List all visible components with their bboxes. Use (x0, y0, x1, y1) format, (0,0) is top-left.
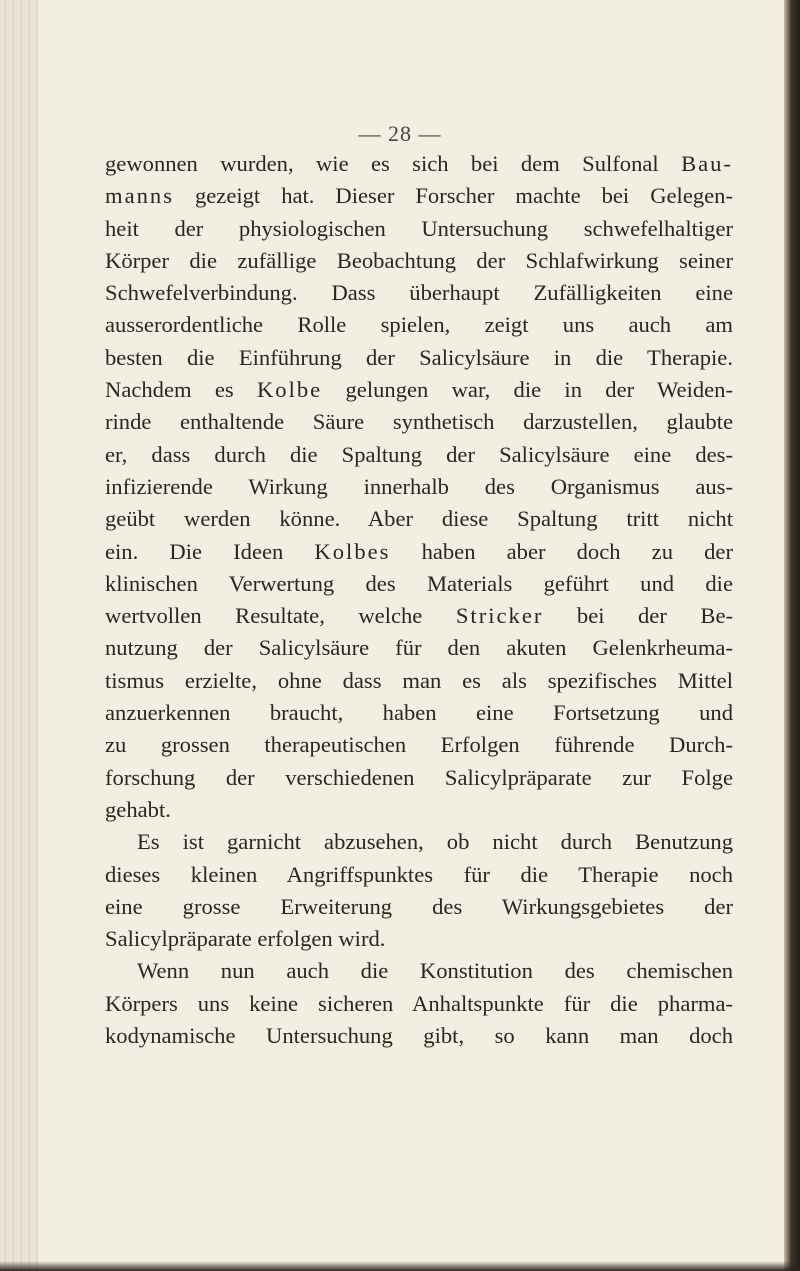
text-run: tismus erzielte, ohne dass man es als spezifisches Mittel (105, 667, 733, 693)
text-run: geübt werden könne. Aber diese Spaltung tritt nicht (105, 506, 733, 532)
text-line (105, 148, 733, 180)
page-bottom-shadow (0, 1261, 800, 1271)
text-run: kodynamische Untersuchung gibt, so kann man doch (105, 1023, 733, 1049)
spaced-name: Kolbe (256, 377, 323, 403)
text-line (105, 439, 733, 471)
text-line (105, 762, 733, 794)
text-run: ausserordentliche Rolle spielen, zeigt uns auch am (105, 312, 733, 338)
text-line (105, 988, 733, 1020)
text-run: gezeigt hat. Dieser Forscher machte bei Gelegen- (174, 183, 733, 209)
text-line (105, 213, 733, 245)
text-run: forschung der verschiedenen Salicylpräparate zur Folge (105, 764, 733, 790)
text-run: Wenn nun auch die Konstitution des chemischen (137, 958, 733, 984)
text-line (105, 729, 733, 761)
text-line (105, 697, 733, 729)
text-run: klinischen Verwertung des Materials geführt und die (105, 570, 733, 596)
text-run: Es ist garnicht abzusehen, ob nicht durch Benutzung (137, 829, 733, 855)
text-run: heit der physiologischen Untersuchung schwefelhaltiger (105, 215, 733, 241)
text-run: gewonnen wurden, wie es sich bei dem Sulfonal (105, 151, 682, 176)
text-line (105, 600, 733, 632)
text-run: anzuerkennen braucht, haben eine Fortsetzung und (105, 700, 733, 726)
text-run: zu grossen therapeutischen Erfolgen führende Durch- (105, 732, 733, 758)
text-line (105, 859, 733, 891)
text-line (105, 891, 733, 923)
text-run: Körper die zufällige Beobachtung der Schlafwirkung seiner (105, 247, 733, 273)
text-run: bei der Be- (543, 603, 733, 629)
text-line (105, 826, 733, 858)
text-run: eine grosse Erweiterung des Wirkungsgebietes der (105, 893, 733, 919)
text-line (105, 568, 733, 600)
text-line (105, 245, 733, 277)
spaced-name: Stricker (455, 603, 544, 629)
text-line (105, 503, 733, 535)
text-line (105, 406, 733, 438)
text-line (105, 309, 733, 341)
text-line (105, 180, 733, 212)
book-gutter (0, 0, 38, 1271)
spaced-name: Bau- (681, 151, 733, 176)
text-run: besten die Einführung der Salicylsäure in die Therapie. (105, 344, 733, 370)
text-run: ein. Die Ideen (105, 538, 315, 564)
text-run: dieses kleinen Angriffspunktes für die Therapie noch (105, 861, 733, 887)
text-run: haben aber doch zu der (390, 538, 733, 564)
text-line (105, 955, 733, 987)
text-run: Körpers uns keine sicheren Anhaltspunkte für die pharma- (105, 990, 733, 1016)
text-run: er, dass durch die Spaltung der Salicylsäure eine des- (105, 441, 733, 467)
text-line (105, 342, 733, 374)
spaced-name: Kolbes (314, 538, 391, 564)
text-run: Schwefelverbindung. Dass überhaupt Zufälligkeiten eine (105, 280, 733, 306)
text-run: nutzung der Salicylsäure für den akuten Gelenkrheuma- (105, 635, 733, 661)
body-text (105, 148, 733, 1052)
spaced-name: manns (105, 183, 174, 209)
text-line (105, 536, 733, 568)
page-number: — 28 — (358, 121, 442, 146)
text-run: rinde enthaltende Säure synthetisch darzustellen, glaubte (105, 409, 733, 435)
text-run: Salicylpräparate erfolgen wird. (105, 926, 386, 952)
text-run: Nachdem es (105, 377, 257, 403)
text-line (105, 471, 733, 503)
text-run: gelungen war, die in der Weiden- (322, 377, 733, 403)
text-run: gehabt. (105, 796, 171, 822)
text-line (105, 632, 733, 664)
text-line (105, 277, 733, 309)
text-line (105, 1020, 733, 1052)
text-line (105, 923, 733, 955)
text-line (105, 374, 733, 406)
text-run: infizierende Wirkung innerhalb des Organismus aus- (105, 473, 733, 499)
text-line (105, 665, 733, 697)
text-run: wertvollen Resultate, welche (105, 603, 456, 629)
text-line (105, 794, 733, 826)
page-edge-shadow (784, 0, 800, 1271)
